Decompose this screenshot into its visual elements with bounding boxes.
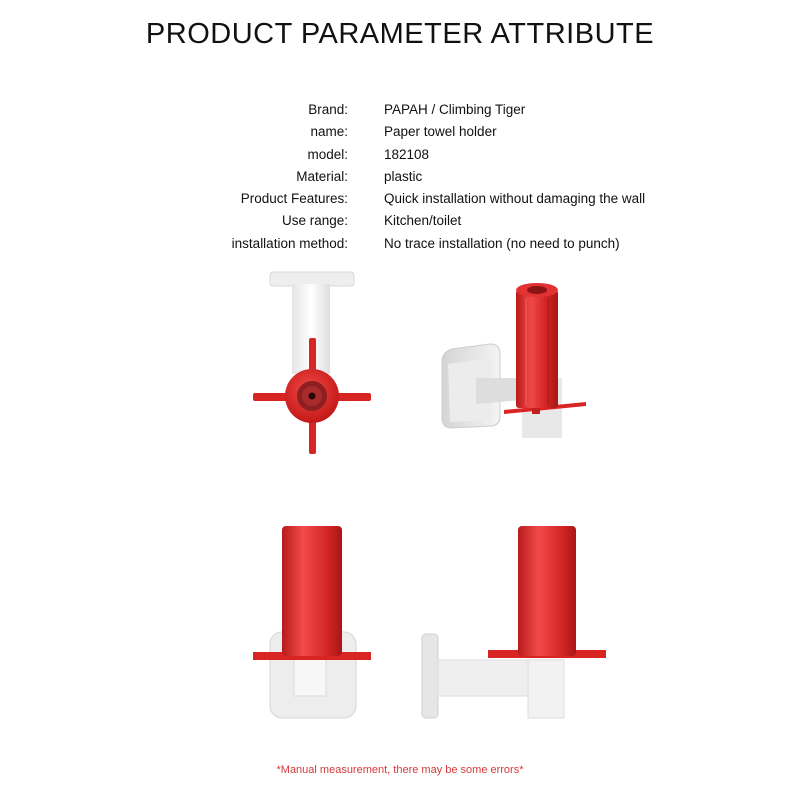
- param-value: 182108: [384, 146, 430, 162]
- param-row-model: [0, 144, 800, 166]
- param-label: Use range:: [281, 213, 348, 229]
- param-row-features: [0, 188, 800, 210]
- measurement-note: *Manual measurement, there may be some errors*: [276, 764, 524, 776]
- holder-front-view-image: [250, 522, 374, 722]
- param-value: Quick installation without damaging the wall: [384, 191, 646, 207]
- holder-side-view-image: [420, 522, 610, 722]
- param-value: No trace installation (no need to punch): [384, 235, 620, 251]
- param-row-material: [0, 166, 800, 188]
- param-value: plastic: [384, 168, 423, 184]
- param-row-use-range: [0, 210, 800, 232]
- param-label: Product Features:: [240, 191, 348, 207]
- param-label: Brand:: [308, 102, 348, 117]
- param-value: Kitchen/toilet: [384, 213, 462, 229]
- param-row-name: [0, 121, 800, 143]
- param-label: name:: [310, 124, 348, 140]
- parameter-list: [0, 99, 800, 255]
- param-value: Paper towel holder: [384, 124, 497, 140]
- param-label: Material:: [296, 168, 348, 184]
- param-row-brand: [0, 99, 800, 121]
- param-label: model:: [307, 146, 348, 162]
- page-title: PRODUCT PARAMETER ATTRIBUTE: [145, 18, 655, 50]
- holder-top-view-image: [240, 268, 380, 463]
- param-label: installation method:: [231, 235, 348, 251]
- holder-angled-view-image: [436, 278, 596, 443]
- param-row-installation: [0, 233, 800, 255]
- param-value: PAPAH / Climbing Tiger: [384, 102, 526, 117]
